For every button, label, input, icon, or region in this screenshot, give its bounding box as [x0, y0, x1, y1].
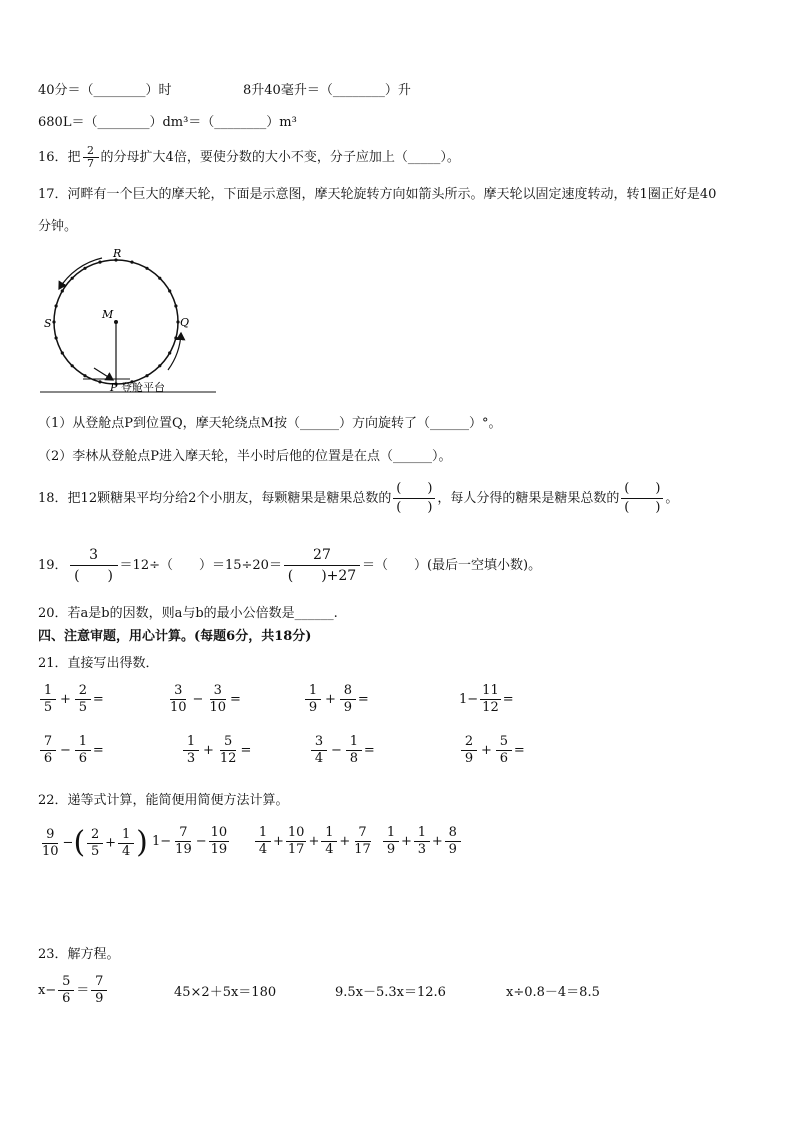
numerator: 11	[482, 683, 499, 698]
denominator: 12	[219, 751, 237, 766]
numerator: 1	[383, 825, 399, 842]
numerator: 8	[340, 683, 356, 700]
q17-line2: 分钟。	[38, 219, 78, 234]
q15-volume-item: 680L＝（________）dm³＝（________）m³	[38, 115, 297, 130]
operator: +	[105, 835, 117, 851]
q21-title: 21．直接写出得数．	[38, 656, 159, 671]
fraction	[118, 827, 134, 860]
equals: =	[363, 743, 375, 758]
rotation-arrow-left	[59, 258, 102, 289]
denominator: 19	[210, 842, 228, 857]
numerator: 1	[75, 734, 91, 751]
fraction	[183, 734, 199, 767]
seat-dot	[158, 364, 161, 367]
seat-dot	[158, 277, 161, 280]
denominator: 3	[417, 842, 427, 857]
lead-term: x−	[38, 983, 57, 998]
platform-arrow	[94, 368, 113, 380]
numerator: 1	[255, 825, 271, 842]
q16-fraction	[83, 145, 99, 170]
numerator: 7	[40, 734, 56, 751]
equals: =	[513, 743, 525, 758]
fraction	[209, 825, 230, 858]
operator: +	[325, 692, 336, 707]
operator: +	[60, 692, 71, 707]
numerator: 7	[175, 825, 191, 842]
lead-term: 1−	[459, 692, 479, 707]
equals: =	[92, 692, 104, 707]
equals: ＝	[76, 983, 90, 998]
operator: +	[401, 834, 412, 849]
fraction	[480, 683, 501, 716]
fraction	[311, 734, 327, 767]
q22-expression-3	[253, 825, 375, 858]
numerator: 10	[287, 825, 305, 840]
q21-item	[166, 683, 241, 716]
denominator: 9	[308, 700, 318, 715]
fraction	[286, 825, 307, 858]
q21-item	[303, 683, 369, 716]
fraction	[58, 974, 74, 1007]
denominator: 6	[499, 751, 509, 766]
fraction	[340, 683, 356, 716]
label-p: P	[110, 381, 118, 394]
numerator: 5	[496, 734, 512, 751]
operator: −	[331, 743, 342, 758]
q19-f1-numerator: 3	[70, 545, 118, 566]
fraction	[75, 683, 91, 716]
section-4-heading: 四、注意审题，用心计算。(每题6分，共18分)	[38, 629, 312, 644]
q15-liters-item: 8升40毫升＝（________）升	[243, 83, 411, 98]
q18-part2: ，每人分得的糖果是糖果总数的	[437, 491, 620, 506]
denominator: 4	[258, 842, 268, 857]
denominator: 10	[42, 843, 59, 859]
denominator: 8	[349, 751, 359, 766]
denominator: 6	[62, 991, 71, 1006]
seat-dot	[168, 289, 171, 292]
fraction	[207, 683, 228, 716]
seat-dot	[145, 267, 148, 270]
q21-item	[309, 734, 375, 767]
q17-line1: 17．河畔有一个巨大的摩天轮，下面是示意图，摩天轮旋转方向如箭头所示。摩天轮以固定速度转动，转1圈正好是40	[38, 187, 717, 202]
q17-sub1: （1）从登舱点P到位置Q，摩天轮绕点M按（______）方向旋转了（______）°。	[38, 416, 502, 431]
seat-dot	[83, 267, 86, 270]
denominator: 9	[464, 751, 474, 766]
operator: −	[192, 692, 204, 707]
denominator: 19	[175, 842, 192, 857]
fraction	[218, 734, 239, 767]
seat-dot	[71, 364, 74, 367]
platform-label: 登舱平台	[121, 381, 165, 394]
q19-suffix: ＝（ ）(最后一空填小数)。	[361, 558, 542, 573]
q19-middle: ＝12÷（ ）＝15÷20＝	[119, 558, 282, 573]
denominator: 4	[325, 842, 334, 857]
numerator: 3	[210, 683, 226, 700]
fraction	[383, 825, 399, 858]
denominator: 9	[95, 991, 104, 1006]
seat-dot	[130, 261, 133, 264]
right-paren: )	[136, 825, 148, 860]
seat-dot	[83, 374, 86, 377]
q20-question: 20．若a是b的因数，则a与b的最小公倍数是______.	[38, 606, 338, 621]
denominator: 4	[121, 843, 131, 859]
numerator: 2	[75, 683, 91, 700]
q15-hours-item: 40分＝（________）时	[38, 83, 172, 98]
numerator: 1	[40, 683, 56, 700]
fraction	[255, 825, 271, 858]
denominator: 9	[386, 842, 396, 857]
denominator: 10	[170, 700, 187, 715]
seat-dot	[174, 336, 177, 339]
fraction	[91, 974, 107, 1007]
q23-equation-3: 9.5x－5.3x＝12.6	[335, 985, 446, 1000]
q21-item	[459, 734, 525, 767]
label-s: S	[44, 317, 52, 330]
q23-equation-4: x÷0.8－4＝8.5	[506, 985, 600, 1000]
numerator: 1	[183, 734, 199, 751]
numerator: 3	[311, 734, 327, 751]
center-point	[114, 320, 118, 324]
equals: =	[230, 692, 241, 707]
equals: =	[240, 743, 252, 758]
lead-term: 1−	[152, 834, 172, 849]
ferris-wheel-diagram	[38, 244, 218, 402]
seat-dot	[98, 380, 101, 383]
denominator: 6	[78, 751, 88, 766]
seat-dot	[61, 351, 64, 354]
numerator: 7	[91, 974, 107, 991]
numerator: 2	[461, 734, 477, 751]
seat-dot	[98, 261, 101, 264]
q19-f2-denominator: ( )+27	[287, 568, 357, 584]
operator: +	[431, 834, 443, 849]
q21-item	[38, 734, 104, 767]
operator: −	[62, 835, 74, 851]
numerator: 8	[445, 825, 461, 842]
seat-dot	[71, 277, 74, 280]
q19-fraction-1	[70, 545, 118, 586]
q19-f2-numerator: 27	[284, 545, 360, 566]
q18-blank-den-2: ( )	[624, 500, 661, 515]
operator: −	[60, 743, 71, 758]
fraction	[352, 825, 373, 858]
q18-part1: 18．把12颗糖果平均分给2个小朋友，每颗糖果是糖果总数的	[38, 491, 392, 506]
label-q: Q	[180, 316, 190, 329]
seat-dot	[61, 289, 64, 292]
denominator: 5	[43, 700, 53, 715]
denominator: 10	[209, 700, 226, 715]
numerator: 2	[87, 827, 103, 844]
q18-part3: 。	[665, 491, 679, 506]
fraction	[173, 825, 194, 858]
q21-item	[459, 683, 514, 716]
denominator: 12	[482, 700, 499, 715]
operator: +	[308, 834, 320, 849]
seat-dot	[52, 320, 55, 323]
q18-blank-num-1: ( )	[393, 480, 435, 499]
q18-blank-num-2: ( )	[621, 480, 663, 499]
equals: =	[357, 692, 369, 707]
left-paren: (	[73, 825, 86, 860]
q22-expression-2	[152, 825, 231, 858]
seat-dot	[168, 351, 171, 354]
numerator: 1	[346, 734, 362, 751]
numerator: 1	[118, 827, 134, 844]
seat-dot	[55, 336, 58, 339]
q22-title: 22．递等式计算，能简便用简便方法计算。	[38, 793, 289, 808]
fraction	[496, 734, 512, 767]
fraction	[321, 825, 337, 858]
q16-frac-denominator: 7	[87, 157, 95, 170]
fraction	[346, 734, 362, 767]
numerator: 9	[42, 827, 58, 844]
q22-expression-1	[38, 825, 148, 861]
q23-equation-2: 45×2＋5x＝180	[174, 985, 277, 1000]
denominator: 9	[448, 842, 457, 857]
fraction	[40, 683, 56, 716]
numerator: 1	[305, 683, 321, 700]
numerator: 5	[220, 734, 236, 751]
q19-prefix: 19．	[38, 558, 68, 573]
q21-item	[38, 683, 104, 716]
operator: +	[203, 743, 214, 758]
operator: −	[195, 834, 207, 849]
q19-f1-denominator: ( )	[74, 568, 114, 584]
seat-dot	[55, 304, 58, 307]
q16-prefix: 16．把	[38, 150, 81, 165]
fraction	[461, 734, 477, 767]
fraction	[414, 825, 430, 858]
q18-question	[38, 480, 678, 517]
fraction	[40, 827, 61, 860]
operator: +	[339, 834, 351, 849]
q23-title: 23．解方程。	[38, 947, 120, 962]
q21-item	[181, 734, 251, 767]
fraction	[87, 827, 103, 860]
q16-suffix: 的分母扩大4倍，要使分数的大小不变，分子应加上（_____）。	[100, 150, 460, 165]
numerator: 1	[414, 825, 430, 842]
q22-expression-4	[381, 825, 463, 858]
denominator: 9	[343, 700, 353, 715]
q18-blank-den-1: ( )	[396, 500, 433, 515]
fraction	[305, 683, 321, 716]
equals: =	[502, 692, 514, 707]
fraction	[40, 734, 56, 767]
label-r: R	[113, 247, 122, 260]
q17-sub2: （2）李林从登舱点P进入摩天轮，半小时后他的位置是在点（______）。	[38, 449, 452, 464]
denominator: 5	[91, 843, 100, 859]
seat-dot	[145, 374, 148, 377]
fraction	[75, 734, 91, 767]
denominator: 5	[78, 700, 88, 715]
fraction	[445, 825, 461, 858]
fraction	[168, 683, 189, 716]
numerator: 10	[210, 825, 228, 840]
q19-fraction-2	[284, 545, 360, 586]
denominator: 4	[314, 751, 324, 766]
operator: +	[481, 743, 492, 758]
denominator: 17	[287, 842, 305, 857]
q18-blank-fraction-2	[621, 480, 663, 517]
numerator: 7	[355, 825, 371, 842]
denominator: 3	[186, 751, 196, 766]
q18-blank-fraction-1	[393, 480, 435, 517]
q16-frac-numerator: 2	[83, 145, 99, 158]
numerator: 1	[321, 825, 337, 842]
numerator: 5	[58, 974, 74, 991]
q16-question	[38, 145, 460, 170]
numerator: 3	[170, 683, 186, 700]
denominator: 17	[354, 842, 371, 857]
label-m: M	[102, 308, 114, 321]
seat-dot	[174, 304, 177, 307]
equals: =	[92, 743, 104, 758]
q23-equation-1	[38, 974, 109, 1007]
q19-question	[38, 545, 541, 586]
operator: +	[273, 834, 284, 849]
denominator: 6	[43, 751, 53, 766]
